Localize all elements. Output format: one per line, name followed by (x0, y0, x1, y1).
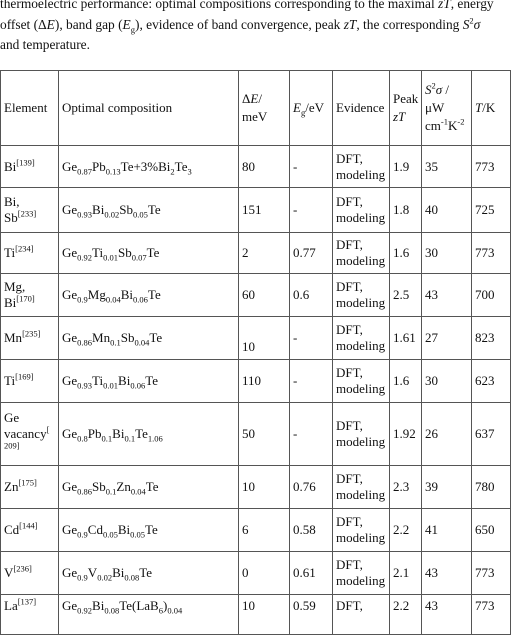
table-row (1, 403, 511, 466)
cell-element: Ge vacancy[ $^{209]}$ (1, 403, 59, 466)
cell-t: 773 (472, 552, 511, 595)
cell-t: 773 (472, 233, 511, 274)
cell-peak-zt: 1.6 (390, 233, 422, 274)
table-row (1, 466, 511, 509)
cell-t: 773 (472, 595, 511, 635)
table-row (1, 274, 511, 317)
cell-delta-e: 10 (239, 595, 290, 635)
cell-s2sigma: 40 (422, 188, 472, 233)
caption-line-1: thermoelectric performance: optimal compositions corresponding to the maximal zT, energy (0, 0, 494, 11)
cell-t: 780 (472, 466, 511, 509)
cell-eg: 0.6 (290, 274, 333, 317)
cell-peak-zt: 1.9 (390, 146, 422, 188)
cell-delta-e: 6 (239, 509, 290, 552)
cell-t: 623 (472, 360, 511, 403)
cell-peak-zt: 2.1 (390, 552, 422, 595)
cell-composition: $Ge_{0.92}Ti_{0.01}Sb_{0.07}Te$ (59, 233, 239, 274)
cell-evidence: DFT, (333, 595, 390, 635)
caption-line-3: and temperature. (0, 37, 90, 52)
cell-s2sigma: 35 (422, 146, 472, 188)
cell-evidence: DFT, modeling (333, 317, 390, 360)
cell-peak-zt: 1.61 (390, 317, 422, 360)
cell-peak-zt: 2.2 (390, 509, 422, 552)
cell-eg: - (290, 360, 333, 403)
cell-evidence: DFT, modeling (333, 552, 390, 595)
cell-t: 773 (472, 146, 511, 188)
cell-delta-e: 10 (239, 466, 290, 509)
cell-evidence: DFT, modeling (333, 233, 390, 274)
cell-element: La[137] (1, 595, 59, 635)
header-element: Element (1, 71, 59, 146)
cell-eg: - (290, 188, 333, 233)
caption-line-2: offset (ΔE), band gap $(E_g)$, evidence of band convergence, peak zT, the corresponding $S^2\sigma$ (0, 15, 481, 35)
table-row (1, 146, 511, 188)
cell-eg: 0.76 (290, 466, 333, 509)
cell-element: V[236] (1, 552, 59, 595)
cell-composition: $Ge_{0.8}Pb_{0.1}Bi_{0.1}Te_{1.06}$ (59, 403, 239, 466)
cell-t: 700 (472, 274, 511, 317)
header-t: T/K (472, 71, 511, 146)
table-row (1, 595, 511, 635)
cell-composition: $Ge_{0.93}Bi_{0.02}Sb_{0.05}Te$ (59, 188, 239, 233)
cell-eg: - (290, 403, 333, 466)
cell-evidence: DFT, modeling (333, 274, 390, 317)
header-delta-e: ΔE/ meV (239, 71, 290, 146)
cell-peak-zt: 1.6 (390, 360, 422, 403)
table-row (1, 552, 511, 595)
cell-s2sigma: 43 (422, 274, 472, 317)
cell-evidence: DFT, modeling (333, 188, 390, 233)
cell-delta-e: 80 (239, 146, 290, 188)
cell-eg: 0.61 (290, 552, 333, 595)
cell-evidence: DFT, modeling (333, 403, 390, 466)
cell-composition: $Ge_{0.9}Cd_{0.05}Bi_{0.05}Te$ (59, 509, 239, 552)
table-row (1, 317, 511, 360)
cell-delta-e: 60 (239, 274, 290, 317)
cell-delta-e: 50 (239, 403, 290, 466)
cell-element: Bi, Sb[233] (1, 188, 59, 233)
cell-peak-zt: 1.8 (390, 188, 422, 233)
table-caption (0, 0, 494, 56)
cell-composition: $Ge_{0.9}Mg_{0.04}Bi_{0.06}Te$ (59, 274, 239, 317)
cell-evidence: DFT, modeling (333, 146, 390, 188)
cell-s2sigma: 30 (422, 233, 472, 274)
cell-eg: - (290, 317, 333, 360)
cell-delta-e: 2 (239, 233, 290, 274)
cell-eg: 0.59 (290, 595, 333, 635)
cell-eg: 0.58 (290, 509, 333, 552)
cell-element: Mg, Bi[170] (1, 274, 59, 317)
cell-element: Cd[144] (1, 509, 59, 552)
cell-evidence: DFT, modeling (333, 360, 390, 403)
header-evidence: Evidence (333, 71, 390, 146)
cell-peak-zt: 1.92 (390, 403, 422, 466)
cell-t: 823 (472, 317, 511, 360)
header-row (1, 71, 511, 146)
cell-element: Ti[169] (1, 360, 59, 403)
cell-composition: $Ge_{0.87}Pb_{0.13}Te+3\%Bi_2Te_3$ (59, 146, 239, 188)
cell-peak-zt: 2.3 (390, 466, 422, 509)
cell-s2sigma: 27 (422, 317, 472, 360)
table-row (1, 188, 511, 233)
cell-peak-zt: 2.2 (390, 595, 422, 635)
cell-element: Zn[175] (1, 466, 59, 509)
cell-s2sigma: 30 (422, 360, 472, 403)
cell-delta-e: 0 (239, 552, 290, 595)
cell-s2sigma: 26 (422, 403, 472, 466)
cell-s2sigma: 41 (422, 509, 472, 552)
cell-peak-zt: 2.5 (390, 274, 422, 317)
cell-delta-e: 151 (239, 188, 290, 233)
header-eg: $E_g/eV$ (290, 71, 333, 146)
cell-t: 637 (472, 403, 511, 466)
cell-s2sigma: 43 (422, 552, 472, 595)
cell-element: Bi[139] (1, 146, 59, 188)
table-row (1, 360, 511, 403)
cell-evidence: DFT, modeling (333, 466, 390, 509)
header-s2sigma: $S^2\sigma$ / μW $cm^{-1}K^{-2}$ (422, 71, 472, 146)
header-peak-zt: Peak zT (390, 71, 422, 146)
cell-composition: $Ge_{0.93}Ti_{0.01}Bi_{0.06}Te$ (59, 360, 239, 403)
cell-t: 650 (472, 509, 511, 552)
cell-composition: $Ge_{0.92}Bi_{0.08}Te(LaB_6)_{0.04}$ (59, 595, 239, 635)
cell-delta-e: 110 (239, 360, 290, 403)
cell-t: 725 (472, 188, 511, 233)
cell-s2sigma: 43 (422, 595, 472, 635)
cell-composition: $Ge_{0.86}Mn_{0.1}Sb_{0.04}Te$ (59, 317, 239, 360)
header-composition: Optimal composition (59, 71, 239, 146)
cell-eg: - (290, 146, 333, 188)
cell-s2sigma: 39 (422, 466, 472, 509)
cell-element: Ti[234] (1, 233, 59, 274)
table-row (1, 233, 511, 274)
cell-evidence: DFT, modeling (333, 509, 390, 552)
cell-eg: 0.77 (290, 233, 333, 274)
table-row (1, 509, 511, 552)
data-table (0, 70, 511, 635)
cell-composition: $Ge_{0.9}V_{0.02}Bi_{0.08}Te$ (59, 552, 239, 595)
cell-composition: $Ge_{0.86}Sb_{0.1}Zn_{0.04}Te$ (59, 466, 239, 509)
cell-delta-e: 10 (239, 317, 290, 360)
cell-element: Mn[235] (1, 317, 59, 360)
